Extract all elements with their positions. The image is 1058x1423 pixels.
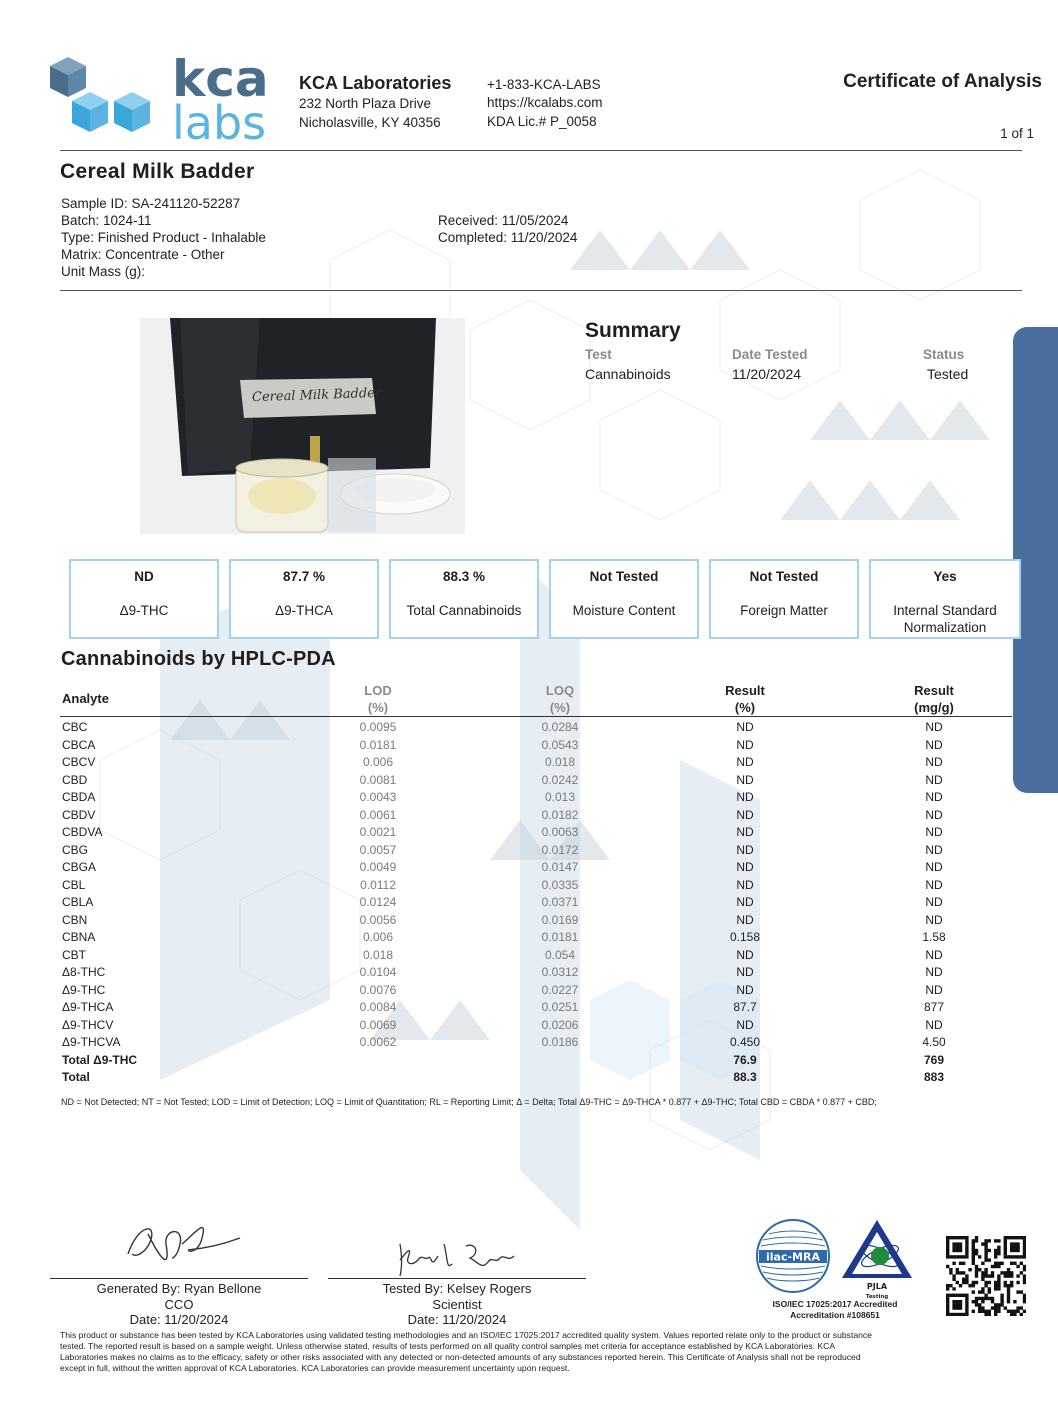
result-percent-cell: ND	[736, 807, 754, 822]
result-mg-cell: ND	[925, 1017, 943, 1032]
result-percent-cell: ND	[736, 737, 754, 752]
lab-license: KDA Lic.# P_0058	[487, 114, 597, 129]
result-percent-cell: ND	[736, 1017, 754, 1032]
lod-cell: 0.0043	[359, 790, 397, 804]
analyte-cell: CBDA	[62, 790, 96, 804]
accreditation-number: Accreditation #108651	[790, 1309, 880, 1320]
lod-cell: 0.0076	[359, 982, 397, 997]
table-row	[62, 929, 1012, 947]
lod-cell: 0.0181	[359, 737, 397, 752]
lod-cell: 0.0062	[359, 1035, 397, 1049]
ilac-mra-text: ilac-MRA	[766, 1250, 820, 1264]
col-header-loq-unit: (%)	[549, 700, 571, 715]
table-footnote: ND = Not Detected; NT = Not Tested; LOD = Limit of Detection; LOQ = Limit of Quantitation; RL = Reporting Limit; Δ = Delta; Total Δ9-THC = Δ9-THCA * 0.877 + Δ9-THC; Total CBD = CBDA * 0.877 + CBD;	[61, 1097, 877, 1107]
result-box-value: Not Tested	[589, 569, 659, 584]
tested-by-block	[328, 1281, 586, 1328]
batch: Batch: 1024-11	[61, 213, 152, 228]
analyte-cell: Δ9-THC	[62, 982, 106, 997]
analyte-cell: CBDVA	[62, 825, 103, 839]
result-mg-cell: ND	[925, 720, 943, 734]
analyte-cell: CBGA	[62, 860, 97, 874]
lod-cell: 0.018	[362, 947, 394, 962]
result-percent-cell: 0.450	[729, 1035, 761, 1049]
analyte-cell: CBC	[62, 720, 88, 734]
result-percent-cell: ND	[736, 947, 754, 962]
col-header-result-percent	[695, 682, 795, 716]
lod-cell: 0.006	[362, 755, 394, 769]
product-type: Type: Finished Product - Inhalable	[61, 230, 266, 245]
loq-cell: 0.0063	[541, 825, 579, 839]
table-row	[62, 824, 1012, 842]
table-row	[62, 877, 1012, 895]
product-photo	[140, 318, 465, 534]
table-header-divider	[60, 716, 1012, 717]
table-row	[62, 737, 1012, 755]
result-box-d9-thca	[229, 559, 379, 639]
total-label-cell: Total Δ9-THC	[62, 1052, 138, 1067]
loq-cell: 0.0227	[541, 982, 579, 997]
result-box-d9-thc	[69, 559, 219, 639]
loq-cell: 0.0169	[541, 912, 579, 927]
table-row	[62, 859, 1012, 877]
result-mg-cell: ND	[925, 807, 943, 822]
result-box-label: Δ9-THC	[119, 603, 169, 618]
result-box-label: Δ9-THCA	[275, 603, 333, 618]
generated-by-title: CCO	[164, 1296, 194, 1312]
result-mg-cell: ND	[925, 790, 943, 804]
lod-cell: 0.0061	[359, 807, 397, 822]
generated-by-name: Generated By: Ryan Bellone	[96, 1281, 262, 1296]
col-header-lod-unit: (%)	[367, 700, 389, 715]
lod-cell: 0.0095	[359, 720, 397, 734]
analyte-cell: CBCV	[62, 755, 96, 769]
sample-id: Sample ID: SA-241120-52287	[61, 196, 241, 211]
table-row	[62, 807, 1012, 825]
result-box-foreign-matter	[709, 559, 859, 639]
result-mg-cell: ND	[925, 877, 943, 892]
table-row	[62, 1034, 1012, 1052]
summary-header-test: Test	[585, 347, 612, 362]
analyte-cell: Δ9-THCVA	[62, 1035, 121, 1049]
result-box-value: ND	[134, 569, 154, 584]
loq-cell: 0.0182	[541, 807, 579, 822]
result-percent-cell: ND	[736, 982, 754, 997]
result-box-value: 87.7 %	[282, 569, 326, 584]
analyte-cell: CBT	[62, 947, 86, 962]
col-header-loq-label: LOQ	[545, 683, 575, 698]
result-box-label: Foreign Matter	[740, 603, 828, 618]
col-header-result-mg	[884, 682, 984, 716]
lod-cell: 0.0112	[360, 877, 396, 892]
result-mg-cell: ND	[925, 912, 943, 927]
result-mg-cell: ND	[925, 860, 943, 874]
lab-name: KCA Laboratories	[299, 73, 452, 93]
ilac-mra-logo-icon	[755, 1218, 831, 1294]
iso-line: ISO/IEC 17025:2017 Accredited	[772, 1299, 898, 1309]
lod-cell: 0.0049	[359, 860, 397, 874]
result-percent-cell: 87.7	[733, 1000, 757, 1014]
table-row	[62, 964, 1012, 982]
lod-cell: 0.0069	[359, 1017, 397, 1032]
result-percent-cell: ND	[736, 772, 754, 787]
photo-handwritten-label: Cereal Milk Badder	[251, 385, 382, 406]
logo-text-labs: labs	[172, 96, 267, 150]
result-percent-cell: ND	[736, 912, 754, 927]
pjla-logo-icon	[840, 1218, 914, 1300]
summary-header-date: Date Tested	[732, 347, 808, 362]
loq-cell: 0.0181	[541, 930, 579, 944]
lod-cell: 0.0081	[359, 772, 397, 787]
result-mg-cell: 4.50	[922, 1035, 946, 1049]
completed-date: Completed: 11/20/2024	[438, 230, 578, 245]
col-header-analyte: Analyte	[62, 691, 109, 706]
result-mg-cell: ND	[925, 947, 943, 962]
tested-by-date: Date: 11/20/2024	[407, 1312, 507, 1327]
loq-cell: 0.0335	[541, 877, 579, 892]
result-box-value: Not Tested	[749, 569, 819, 584]
signature-kelsey-rogers	[394, 1236, 519, 1280]
generated-by-block	[50, 1281, 308, 1328]
analyte-cell: CBN	[62, 912, 88, 927]
loq-cell: 0.0251	[541, 1000, 579, 1014]
result-box-value: 88.3 %	[442, 569, 486, 584]
summary-date-value: 11/20/2024	[732, 366, 802, 382]
lod-cell: 0.0124	[359, 895, 397, 909]
signature-line-tested	[328, 1278, 586, 1279]
col-header-result-label: Result	[725, 683, 765, 698]
col-header-lod-label: LOD	[364, 683, 392, 698]
document-title: Certificate of Analysis	[843, 71, 1042, 92]
loq-cell: 0.0147	[541, 860, 579, 874]
summary-test-value: Cannabinoids	[585, 366, 671, 382]
analyte-cell: Δ8-THC	[62, 965, 106, 979]
lab-website-link[interactable]: https://kcalabs.com	[487, 95, 603, 110]
lod-cell: 0.0056	[359, 912, 397, 927]
table-row	[62, 789, 1012, 807]
header-divider	[60, 150, 1022, 151]
result-box-moisture	[549, 559, 699, 639]
table-row	[62, 842, 1012, 860]
page-number: 1 of 1	[1000, 126, 1034, 141]
disclaimer-line: except in full, without the written approval of KCA Laboratories. KCA Laboratories can provide measurement uncertainty upon request.	[60, 1363, 570, 1373]
generated-by-date: Date: 11/20/2024	[129, 1312, 229, 1327]
result-mg-cell: 1.58	[922, 930, 946, 944]
analyte-cell: CBLA	[62, 895, 94, 909]
result-percent-cell: ND	[736, 965, 754, 979]
analyte-cell: CBDV	[62, 807, 96, 822]
total-label-cell: Total	[62, 1070, 90, 1084]
result-box-internal-standard	[869, 559, 1021, 639]
col-header-loq	[510, 682, 610, 716]
table-total-row	[62, 1052, 1012, 1070]
result-percent-cell: ND	[736, 842, 754, 857]
loq-cell: 0.054	[544, 947, 576, 962]
result-mg-cell: ND	[925, 895, 943, 909]
table-row	[62, 912, 1012, 930]
result-mg-cell: ND	[925, 982, 943, 997]
unit-mass: Unit Mass (g):	[61, 264, 146, 279]
tested-by-name: Tested By: Kelsey Rogers	[382, 1281, 532, 1296]
loq-cell: 0.0284	[541, 720, 579, 734]
loq-cell: 0.018	[544, 755, 576, 769]
pjla-text: PJLA	[866, 1282, 888, 1291]
table-row	[62, 772, 1012, 790]
analyte-cell: CBCA	[62, 737, 96, 752]
disclaimer-line: Laboratories makes no claims as to the efficacy, safety or other risks associated with any detected or non-detected amounts of any substances reported herein. This Certificate of Analysis shall not be reproduced	[60, 1352, 861, 1362]
loq-cell: 0.0242	[541, 772, 579, 787]
result-mg-cell: ND	[925, 825, 943, 839]
pjla-sub-text: Testing	[865, 1294, 889, 1300]
cannabinoids-section-title: Cannabinoids by HPLC-PDA	[61, 648, 336, 670]
result-percent-cell: ND	[736, 825, 754, 839]
loq-cell: 0.0543	[541, 737, 579, 752]
result-percent-cell: ND	[736, 755, 754, 769]
product-name: Cereal Milk Badder	[60, 160, 255, 183]
loq-cell: 0.013	[544, 790, 576, 804]
iso-accreditation	[755, 1299, 915, 1320]
loq-cell: 0.0371	[541, 895, 579, 909]
lab-address-line1: 232 North Plaza Drive	[299, 96, 432, 111]
loq-cell: 0.0312	[541, 965, 579, 979]
disclaimer-line: This product or substance has been tested by KCA Laboratories using validated testing methodologies and an ISO/IEC 17025:2017 accredited quality system. Values reported relate only to the product or substance	[60, 1330, 872, 1340]
result-mg-cell: ND	[925, 965, 943, 979]
result-percent-cell: ND	[736, 720, 754, 734]
table-row	[62, 754, 1012, 772]
result-percent-cell: ND	[736, 790, 754, 804]
product-divider	[60, 290, 1022, 291]
lod-cell: 0.0104	[359, 965, 397, 979]
lod-cell: 0.006	[362, 930, 394, 944]
kca-cubes-logo-icon	[46, 55, 158, 143]
result-mg-cell: ND	[925, 755, 943, 769]
table-row	[62, 947, 1012, 965]
lod-cell: 0.0084	[359, 1000, 397, 1014]
col-header-result-mg-unit: (mg/g)	[914, 700, 954, 715]
disclaimer	[60, 1330, 1030, 1374]
result-box-label-line2: Normalization	[903, 620, 987, 635]
result-box-total-cannabinoids	[389, 559, 539, 639]
product-matrix: Matrix: Concentrate - Other	[61, 247, 225, 262]
received-date: Received: 11/05/2024	[438, 213, 569, 228]
table-row	[62, 894, 1012, 912]
table-row	[62, 999, 1012, 1017]
col-header-lod	[328, 682, 428, 716]
summary-header-status: Status	[923, 347, 965, 362]
result-box-label: Moisture Content	[572, 603, 676, 618]
result-box-value: Yes	[933, 569, 957, 584]
analyte-cell: CBD	[62, 772, 88, 787]
analyte-cell: CBG	[62, 842, 89, 857]
loq-cell: 0.0206	[541, 1017, 579, 1032]
summary-title: Summary	[585, 319, 681, 342]
logo-text-kca: kca	[172, 50, 269, 108]
lab-phone: +1-833-KCA-LABS	[487, 77, 601, 92]
result-box-label: Internal Standard	[893, 603, 997, 618]
result-mg-cell: ND	[925, 737, 943, 752]
table-row	[62, 719, 1012, 737]
tested-by-title: Scientist	[432, 1296, 482, 1312]
signature-ryan-bellone	[118, 1214, 243, 1274]
result-percent-cell: 0.158	[729, 930, 761, 944]
analyte-cell: Δ9-THCA	[62, 1000, 114, 1014]
disclaimer-line: tested. The reported result is based on a sample weight. Unless otherwise stated, results of tests performed on all quality control samples met criteria for acceptance established by KCA Laboratories. KCA	[60, 1341, 836, 1351]
summary-status-value: Tested	[927, 366, 969, 382]
table-total-row	[62, 1069, 1012, 1087]
result-mg-cell: ND	[925, 842, 943, 857]
table-row	[62, 982, 1012, 1000]
loq-cell: 0.0186	[541, 1035, 579, 1049]
signature-line-generated	[50, 1278, 308, 1279]
lod-cell: 0.0021	[359, 825, 397, 839]
loq-cell: 0.0172	[541, 842, 579, 857]
table-row	[62, 1017, 1012, 1035]
analyte-cell: Δ9-THCV	[62, 1017, 114, 1032]
analyte-cell: CBNA	[62, 930, 96, 944]
lab-address-line2: Nicholasville, KY 40356	[299, 115, 441, 130]
result-box-label-wrap	[875, 602, 1015, 636]
result-percent-cell: ND	[736, 895, 754, 909]
result-percent-cell: ND	[736, 860, 754, 874]
result-percent-cell: ND	[736, 877, 754, 892]
col-header-result-unit: (%)	[734, 700, 756, 715]
total-result-percent-cell: 88.3	[733, 1070, 757, 1084]
result-mg-cell: 877	[923, 1000, 945, 1014]
total-result-mg-cell: 883	[923, 1070, 945, 1084]
lod-cell: 0.0057	[359, 842, 397, 857]
analyte-cell: CBL	[62, 877, 86, 892]
col-header-result-mg-label: Result	[914, 683, 954, 698]
total-result-mg-cell: 769	[923, 1052, 945, 1067]
result-mg-cell: ND	[925, 772, 943, 787]
total-result-percent-cell: 76.9	[733, 1052, 757, 1067]
qr-code-icon[interactable]	[946, 1236, 1026, 1316]
result-box-label: Total Cannabinoids	[406, 603, 522, 618]
